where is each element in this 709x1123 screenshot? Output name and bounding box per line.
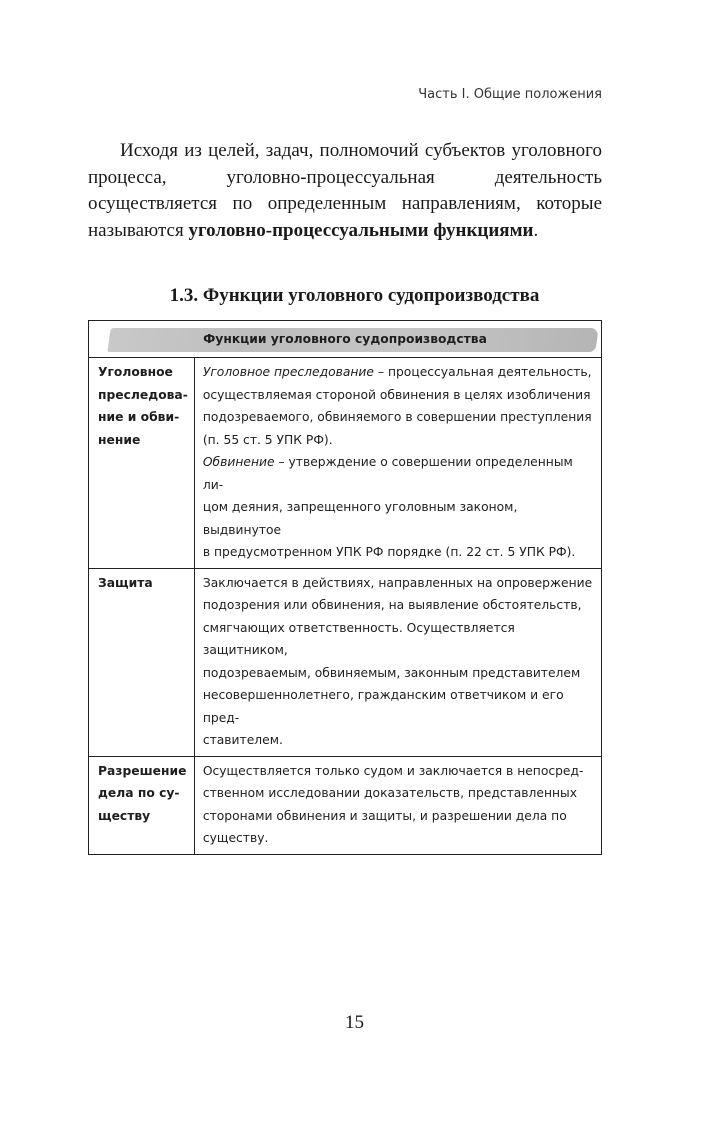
table-header-row xyxy=(89,321,602,358)
table-header-cell xyxy=(89,321,602,358)
description-line: несовершеннолетнего, гражданским ответчиком и его пред- xyxy=(202,688,564,725)
term-accusation: Обвинение xyxy=(202,455,275,469)
description-line: подозреваемым, обвиняемым, законным представителем xyxy=(202,665,581,680)
description-line: осуществляемая стороной обвинения в целях изобличения xyxy=(202,387,591,402)
function-name-cell xyxy=(89,756,195,854)
running-head: Часть I. Общие положения xyxy=(418,87,602,102)
description-line: ственном исследовании доказательств, представленных xyxy=(202,786,578,800)
description-line: Заключается в действиях, направленных на опровержение xyxy=(202,575,593,590)
function-name-cell xyxy=(89,358,195,569)
description-text: – утверждение о совершении определенным ли- xyxy=(202,455,573,492)
description-line xyxy=(203,361,593,384)
table-header: Функции уголовного судопроизводства xyxy=(203,332,487,346)
description-line: существу. xyxy=(202,831,269,845)
function-name-line: нение xyxy=(98,432,141,447)
description-line: смягчающих ответственность. Осуществляется защитником, xyxy=(202,620,515,657)
description-line: цом деяния, запрещенного уголовным законом, выдвинутое xyxy=(202,500,518,537)
function-description-cell xyxy=(194,358,601,569)
intro-end: . xyxy=(533,219,539,241)
intro-text: Исходя из целей, задач, полномочий субъектов уголовного процесса, уголовно-процессуальная деятельность осуществляется по определенным направлениям, которые называются xyxy=(88,140,602,241)
table-row-resolution xyxy=(89,756,602,854)
description-line: в предусмотренном УПК РФ порядке (п. 22 ст. 5 УПК РФ). xyxy=(202,545,576,559)
description-line: подозрения или обвинения, на выявление обстоятельств, xyxy=(202,598,582,612)
table-row-defense xyxy=(89,568,602,756)
function-description-cell xyxy=(194,568,601,756)
intro-paragraph xyxy=(88,138,602,244)
function-name-line: Уголовное xyxy=(98,365,173,379)
function-name-line: Разрешение xyxy=(98,763,187,778)
function-description-cell xyxy=(194,756,601,854)
description-line: сторонами обвинения и защиты, и разрешении дела по xyxy=(202,808,567,823)
function-name-line: дела по су- xyxy=(98,786,180,800)
function-name-line: ществу xyxy=(98,808,151,823)
function-name-line: преследова- xyxy=(98,387,188,402)
table-row-prosecution xyxy=(89,358,602,569)
section-title: 1.3. Функции уголовного судопроизводства xyxy=(169,285,540,306)
function-name-line: ние и обви- xyxy=(98,410,180,424)
intro-bold-term: уголовно-процессуальными функциями xyxy=(188,219,534,241)
description-line: ставителем. xyxy=(202,733,283,747)
description-line xyxy=(203,451,593,496)
page-number: 15 xyxy=(345,1012,364,1033)
description-line: Осуществляется только судом и заключается в непосред- xyxy=(202,763,584,778)
description-text: – процессуальная деятельность, xyxy=(374,365,592,379)
description-line: (п. 55 ст. 5 УПК РФ). xyxy=(202,432,333,447)
description-line: подозреваемого, обвиняемого в совершении преступления xyxy=(202,410,592,424)
term-prosecution: Уголовное преследование xyxy=(202,365,374,379)
function-name-cell xyxy=(89,568,195,756)
function-name-line: Защита xyxy=(98,575,153,590)
functions-table xyxy=(88,320,602,855)
